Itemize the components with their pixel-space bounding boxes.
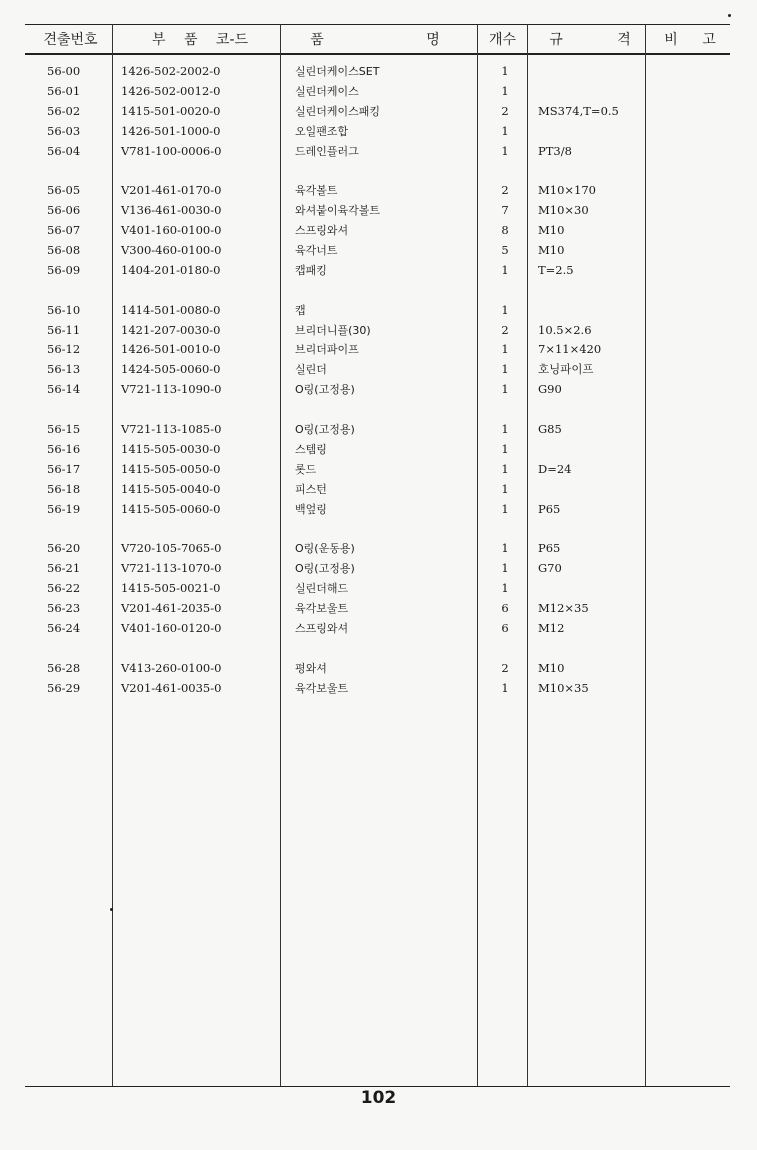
cell-qty: 7 <box>501 203 509 218</box>
cell-name: 오일팬조합 <box>295 124 349 138</box>
cell-no: 56-00 <box>47 64 81 78</box>
cell-qty: 1 <box>501 123 509 138</box>
cell-no: 56-10 <box>47 302 81 317</box>
table-row <box>0 360 757 380</box>
cell-code: V201-461-0035-0 <box>121 680 222 695</box>
cell-code: 1426-502-2002-0 <box>121 64 221 78</box>
cell-name: 브리더파이프 <box>295 343 359 357</box>
cell-no: 56-02 <box>47 103 81 118</box>
cell-spec: M10×30 <box>538 203 589 218</box>
header-code: 부 품 코-드 <box>151 32 249 48</box>
page-number: 102 <box>360 1088 397 1108</box>
cell-spec: M10×35 <box>538 680 589 695</box>
table-row <box>0 619 757 639</box>
cell-spec: G90 <box>538 382 562 397</box>
table-row <box>0 102 757 122</box>
table-row <box>0 142 757 162</box>
table-row <box>0 321 757 341</box>
table-row <box>0 181 757 201</box>
cell-code: V721-113-1085-0 <box>121 422 222 437</box>
parts-table-body <box>0 62 757 699</box>
cell-qty: 1 <box>501 680 509 695</box>
cell-no: 56-19 <box>47 501 81 516</box>
cell-qty: 1 <box>501 501 509 516</box>
cell-qty: 1 <box>501 143 509 158</box>
table-row <box>0 599 757 619</box>
cell-spec: 7×11×420 <box>538 342 602 357</box>
cell-code: 1415-505-0021-0 <box>121 581 221 596</box>
table-row <box>0 301 757 321</box>
cell-name: O링(운동용) <box>295 542 355 556</box>
cell-name: 스프링와셔 <box>295 224 349 238</box>
cell-qty: 2 <box>501 183 509 198</box>
cell-no: 56-29 <box>47 680 81 695</box>
cell-code: 1421-207-0030-0 <box>121 322 221 337</box>
cell-name: O링(고정용) <box>295 383 355 397</box>
cell-no: 56-13 <box>47 362 81 377</box>
cell-no: 56-22 <box>47 581 81 596</box>
cell-qty: 8 <box>501 223 509 238</box>
cell-no: 56-16 <box>47 441 81 456</box>
cell-spec: M12 <box>538 620 565 635</box>
cell-spec: M10 <box>538 223 565 238</box>
table-row <box>0 579 757 599</box>
cell-code: 1415-505-0030-0 <box>121 441 221 456</box>
cell-no: 56-12 <box>47 342 81 357</box>
cell-name: 스프링와셔 <box>295 621 349 635</box>
group-spacer <box>0 519 757 539</box>
cell-qty: 1 <box>501 541 509 556</box>
group-spacer <box>0 639 757 659</box>
cell-no: 56-17 <box>47 461 81 476</box>
cell-name: 스템링 <box>295 442 327 456</box>
cell-qty: 1 <box>501 342 509 357</box>
cell-no: 56-09 <box>47 262 81 277</box>
table-row <box>0 122 757 142</box>
header-qty: 개수 <box>488 32 517 48</box>
cell-qty: 1 <box>501 362 509 377</box>
cell-code: 1426-501-0010-0 <box>121 342 221 357</box>
cell-code: V720-105-7065-0 <box>121 541 222 556</box>
cell-qty: 1 <box>501 302 509 317</box>
cell-spec: M12×35 <box>538 601 589 616</box>
cell-name: 실린더케이스패킹 <box>295 104 381 118</box>
cell-spec: G85 <box>538 422 562 437</box>
cell-no: 56-14 <box>47 382 81 397</box>
cell-code: V201-461-2035-0 <box>121 601 222 616</box>
scan-speck <box>110 908 113 911</box>
cell-qty: 1 <box>501 83 509 98</box>
cell-code: 1414-501-0080-0 <box>121 302 221 317</box>
cell-spec: T=2.5 <box>538 262 574 277</box>
cell-name: 실린더 <box>295 363 327 377</box>
cell-qty: 2 <box>501 322 509 337</box>
table-row <box>0 659 757 679</box>
table-row <box>0 480 757 500</box>
cell-name: O링(고정용) <box>295 562 355 576</box>
header-name: 품 명 <box>310 32 440 48</box>
cell-no: 56-21 <box>47 561 81 576</box>
cell-name: 와셔붙이육각볼트 <box>295 204 381 218</box>
cell-spec: D=24 <box>538 461 572 476</box>
cell-code: 1415-505-0040-0 <box>121 481 221 496</box>
cell-qty: 1 <box>501 461 509 476</box>
cell-name: 브리더니플(30) <box>295 323 371 337</box>
cell-name: 육각볼트 <box>295 184 338 198</box>
cell-code: V781-100-0006-0 <box>121 143 222 158</box>
cell-no: 56-15 <box>47 422 81 437</box>
cell-no: 56-18 <box>47 481 81 496</box>
table-row <box>0 460 757 480</box>
cell-name: 육각보울트 <box>295 602 349 616</box>
cell-no: 56-11 <box>47 322 81 337</box>
cell-code: V136-461-0030-0 <box>121 203 222 218</box>
cell-code: 1424-505-0060-0 <box>121 362 221 377</box>
cell-code: V401-160-0100-0 <box>121 223 222 238</box>
cell-spec: M10 <box>538 660 565 675</box>
cell-name: 캡패킹 <box>295 263 327 277</box>
cell-code: V721-113-1070-0 <box>121 561 222 576</box>
header-spec: 규 격 <box>549 32 631 48</box>
cell-no: 56-07 <box>47 223 81 238</box>
cell-name: 롯드 <box>295 462 317 476</box>
cell-no: 56-28 <box>47 660 81 675</box>
cell-no: 56-06 <box>47 203 81 218</box>
table-header <box>25 25 730 53</box>
cell-qty: 2 <box>501 660 509 675</box>
cell-spec: M10×170 <box>538 183 596 198</box>
group-spacer <box>0 400 757 420</box>
cell-code: V401-160-0120-0 <box>121 620 222 635</box>
table-row <box>0 380 757 400</box>
footer-rule <box>25 1086 730 1087</box>
cell-qty: 1 <box>501 64 509 78</box>
cell-code: V201-461-0170-0 <box>121 183 222 198</box>
header-bottom-rule <box>25 53 730 55</box>
table-row <box>0 82 757 102</box>
cell-name: 실린더케이스SET <box>295 65 380 78</box>
cell-code: V721-113-1090-0 <box>121 382 222 397</box>
cell-no: 56-23 <box>47 601 81 616</box>
header-no: 견출번호 <box>43 32 98 48</box>
cell-no: 56-05 <box>47 183 81 198</box>
header-note: 비 고 <box>664 32 716 48</box>
group-spacer <box>0 161 757 181</box>
table-row <box>0 62 757 82</box>
cell-name: 드레인플러그 <box>295 144 359 158</box>
table-row <box>0 420 757 440</box>
table-row <box>0 201 757 221</box>
cell-code: V300-460-0100-0 <box>121 243 222 258</box>
cell-qty: 1 <box>501 581 509 596</box>
cell-code: 1426-502-0012-0 <box>121 83 221 98</box>
cell-qty: 2 <box>501 103 509 118</box>
cell-spec: PT3/8 <box>538 143 572 158</box>
table-row <box>0 539 757 559</box>
table-row <box>0 241 757 261</box>
cell-qty: 6 <box>501 601 509 616</box>
cell-qty: 1 <box>501 262 509 277</box>
cell-name: 피스턴 <box>295 482 327 496</box>
cell-no: 56-08 <box>47 243 81 258</box>
cell-code: 1404-201-0180-0 <box>121 262 221 277</box>
table-row <box>0 340 757 360</box>
cell-qty: 1 <box>501 441 509 456</box>
cell-name: 육각너트 <box>295 244 338 258</box>
cell-qty: 1 <box>501 382 509 397</box>
cell-code: 1426-501-1000-0 <box>121 123 221 138</box>
cell-qty: 1 <box>501 481 509 496</box>
group-spacer <box>0 281 757 301</box>
cell-name: 백엎링 <box>295 502 327 516</box>
cell-code: 1415-505-0060-0 <box>121 501 221 516</box>
cell-qty: 1 <box>501 422 509 437</box>
cell-name: 실린더케이스 <box>295 84 359 98</box>
cell-name: 평와셔 <box>295 661 327 675</box>
cell-no: 56-04 <box>47 143 81 158</box>
cell-spec: 10.5×2.6 <box>538 322 592 337</box>
cell-code: 1415-505-0050-0 <box>121 461 221 476</box>
cell-no: 56-01 <box>47 83 81 98</box>
cell-no: 56-03 <box>47 123 81 138</box>
cell-qty: 6 <box>501 620 509 635</box>
cell-code: 1415-501-0020-0 <box>121 103 221 118</box>
table-row <box>0 679 757 699</box>
cell-no: 56-20 <box>47 541 81 556</box>
cell-spec: P65 <box>538 501 561 516</box>
cell-spec: P65 <box>538 541 561 556</box>
cell-qty: 5 <box>501 243 509 258</box>
cell-name: 캡 <box>295 303 306 317</box>
cell-code: V413-260-0100-0 <box>121 660 222 675</box>
cell-name: 실린더해드 <box>295 582 349 596</box>
cell-spec: MS374,T=0.5 <box>538 103 619 118</box>
cell-no: 56-24 <box>47 620 81 635</box>
cell-spec: 호닝파이프 <box>538 362 594 377</box>
table-row <box>0 500 757 520</box>
cell-spec: M10 <box>538 243 565 258</box>
cell-name: O링(고정용) <box>295 423 355 437</box>
table-row <box>0 559 757 579</box>
cell-name: 육각보울트 <box>295 681 349 695</box>
table-row <box>0 440 757 460</box>
cell-spec: G70 <box>538 561 562 576</box>
table-row <box>0 261 757 281</box>
scan-speck <box>728 14 731 17</box>
cell-qty: 1 <box>501 561 509 576</box>
table-row <box>0 221 757 241</box>
